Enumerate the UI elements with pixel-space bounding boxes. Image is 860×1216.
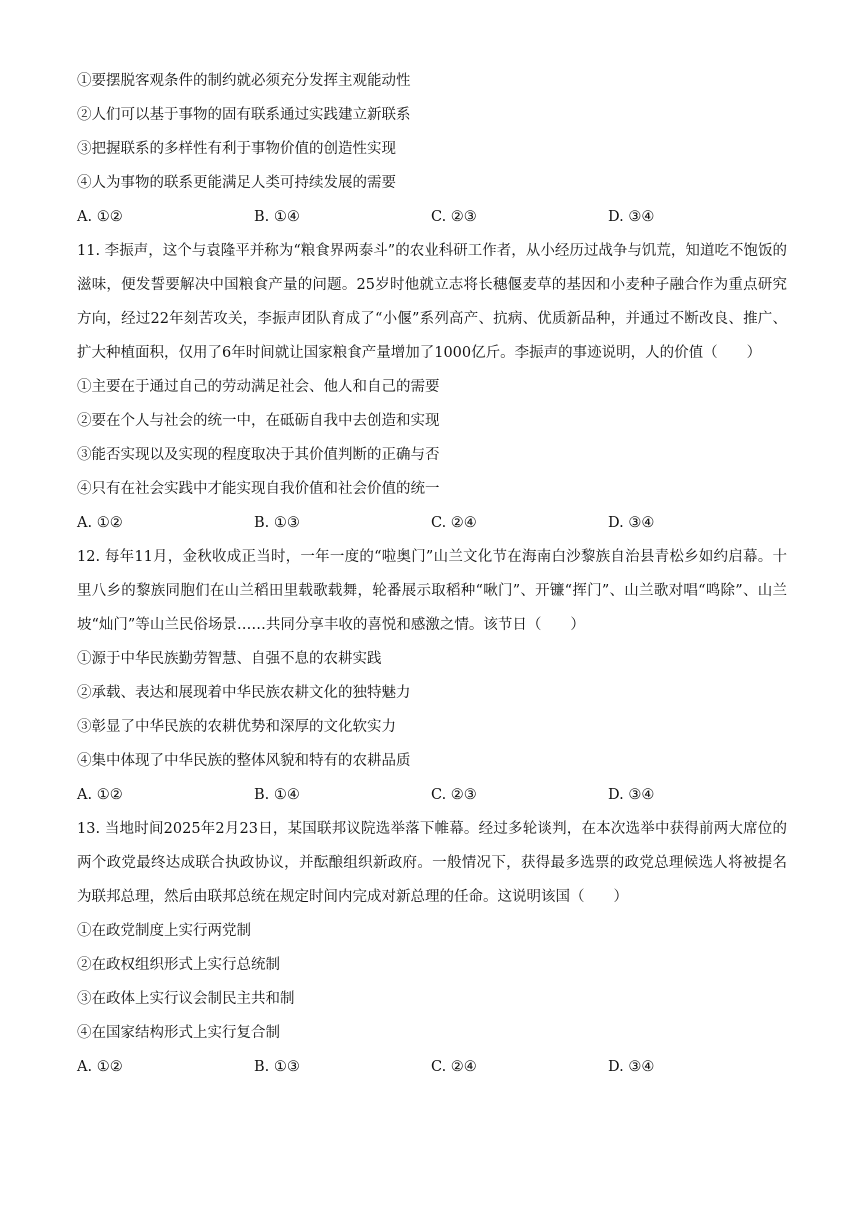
answer-choices: [77, 778, 787, 812]
choice-c: C. ②③: [431, 787, 477, 803]
option-3: ③在政体上实行议会制民主共和制: [77, 991, 295, 1007]
option-4: ④在国家结构形式上实行复合制: [77, 1025, 280, 1041]
option-1: ①在政党制度上实行两党制: [77, 923, 251, 939]
choice-a: A. ①②: [77, 787, 123, 803]
choice-d: D. ③④: [608, 209, 655, 225]
choice-a: A. ①②: [77, 1059, 123, 1075]
option-3: ③彰显了中华民族的农耕优势和深厚的文化软实力: [77, 719, 396, 735]
question-12: [77, 540, 787, 812]
option-4: ④集中体现了中华民族的整体风貌和特有的农耕品质: [77, 753, 411, 769]
question-stem: 12. 每年11月，金秋收成正当时，一年一度的“啦奥门”山兰文化节在海南白沙黎族自治县青松乡如约启幕。十里八乡的黎族同胞们在山兰稻田里载歌载舞，轮番展示取稻种“啾门”、开镰“挥门”、山兰歌对唱“鸣除”、山兰坡“灿门”等山兰民俗场景……共同分享丰收的喜悦和感激之情。该节日（ ）: [77, 549, 787, 633]
choice-b: B. ①④: [254, 209, 300, 225]
option-4: ④人为事物的联系更能满足人类可持续发展的需要: [77, 175, 396, 191]
choice-c: C. ②③: [431, 209, 477, 225]
question-11: [77, 234, 787, 540]
answer-choices: [77, 200, 787, 234]
answer-choices: [77, 1050, 787, 1084]
choice-d: D. ③④: [608, 515, 655, 531]
choice-b: B. ①④: [254, 787, 300, 803]
choice-c: C. ②④: [431, 515, 477, 531]
option-2: ②要在个人与社会的统一中，在砥砺自我中去创造和实现: [77, 413, 440, 429]
answer-choices: [77, 506, 787, 540]
question-stem: 13. 当地时间2025年2月23日，某国联邦议院选举落下帷幕。经过多轮谈判，在本次选举中获得前两大席位的两个政党最终达成联合执政协议，并酝酿组织新政府。一般情况下，获得最多选票的政党总理候选人将被提名为联邦总理，然后由联邦总统在规定时间内完成对新总理的任命。这说明该国（ ）: [77, 821, 787, 905]
option-3: ③能否实现以及实现的程度取决于其价值判断的正确与否: [77, 447, 440, 463]
option-2: ②人们可以基于事物的固有联系通过实践建立新联系: [77, 107, 411, 123]
option-3: ③把握联系的多样性有利于事物价值的创造性实现: [77, 141, 396, 157]
choice-c: C. ②④: [431, 1059, 477, 1075]
option-4: ④只有在社会实践中才能实现自我价值和社会价值的统一: [77, 481, 440, 497]
option-1: ①要摆脱客观条件的制约就必须充分发挥主观能动性: [77, 73, 411, 89]
choice-b: B. ①③: [254, 1059, 300, 1075]
question-10: [77, 64, 787, 234]
choice-d: D. ③④: [608, 787, 655, 803]
choice-a: A. ①②: [77, 515, 123, 531]
option-1: ①主要在于通过自己的劳动满足社会、他人和自己的需要: [77, 379, 440, 395]
choice-a: A. ①②: [77, 209, 123, 225]
option-2: ②承载、表达和展现着中华民族农耕文化的独特魅力: [77, 685, 411, 701]
option-1: ①源于中华民族勤劳智慧、自强不息的农耕实践: [77, 651, 382, 667]
question-13: [77, 812, 787, 1084]
option-2: ②在政权组织形式上实行总统制: [77, 957, 280, 973]
choice-d: D. ③④: [608, 1059, 655, 1075]
choice-b: B. ①③: [254, 515, 300, 531]
exam-page: [77, 64, 787, 1084]
question-stem: 11. 李振声，这个与袁隆平并称为“粮食界两泰斗”的农业科研工作者，从小经历过战争与饥荒，知道吃不饱饭的滋味，便发誓要解决中国粮食产量的问题。25岁时他就立志将长穗偃麦草的基因和小麦种子融合作为重点研究方向，经过22年刻苦攻关，李振声团队育成了“小偃”系列高产、抗病、优质新品种，并通过不断改良、推广、扩大种植面积，仅用了6年时间就让国家粮食产量增加了1000亿斤。李振声的事迹说明，人的价值（ ）: [77, 243, 787, 361]
